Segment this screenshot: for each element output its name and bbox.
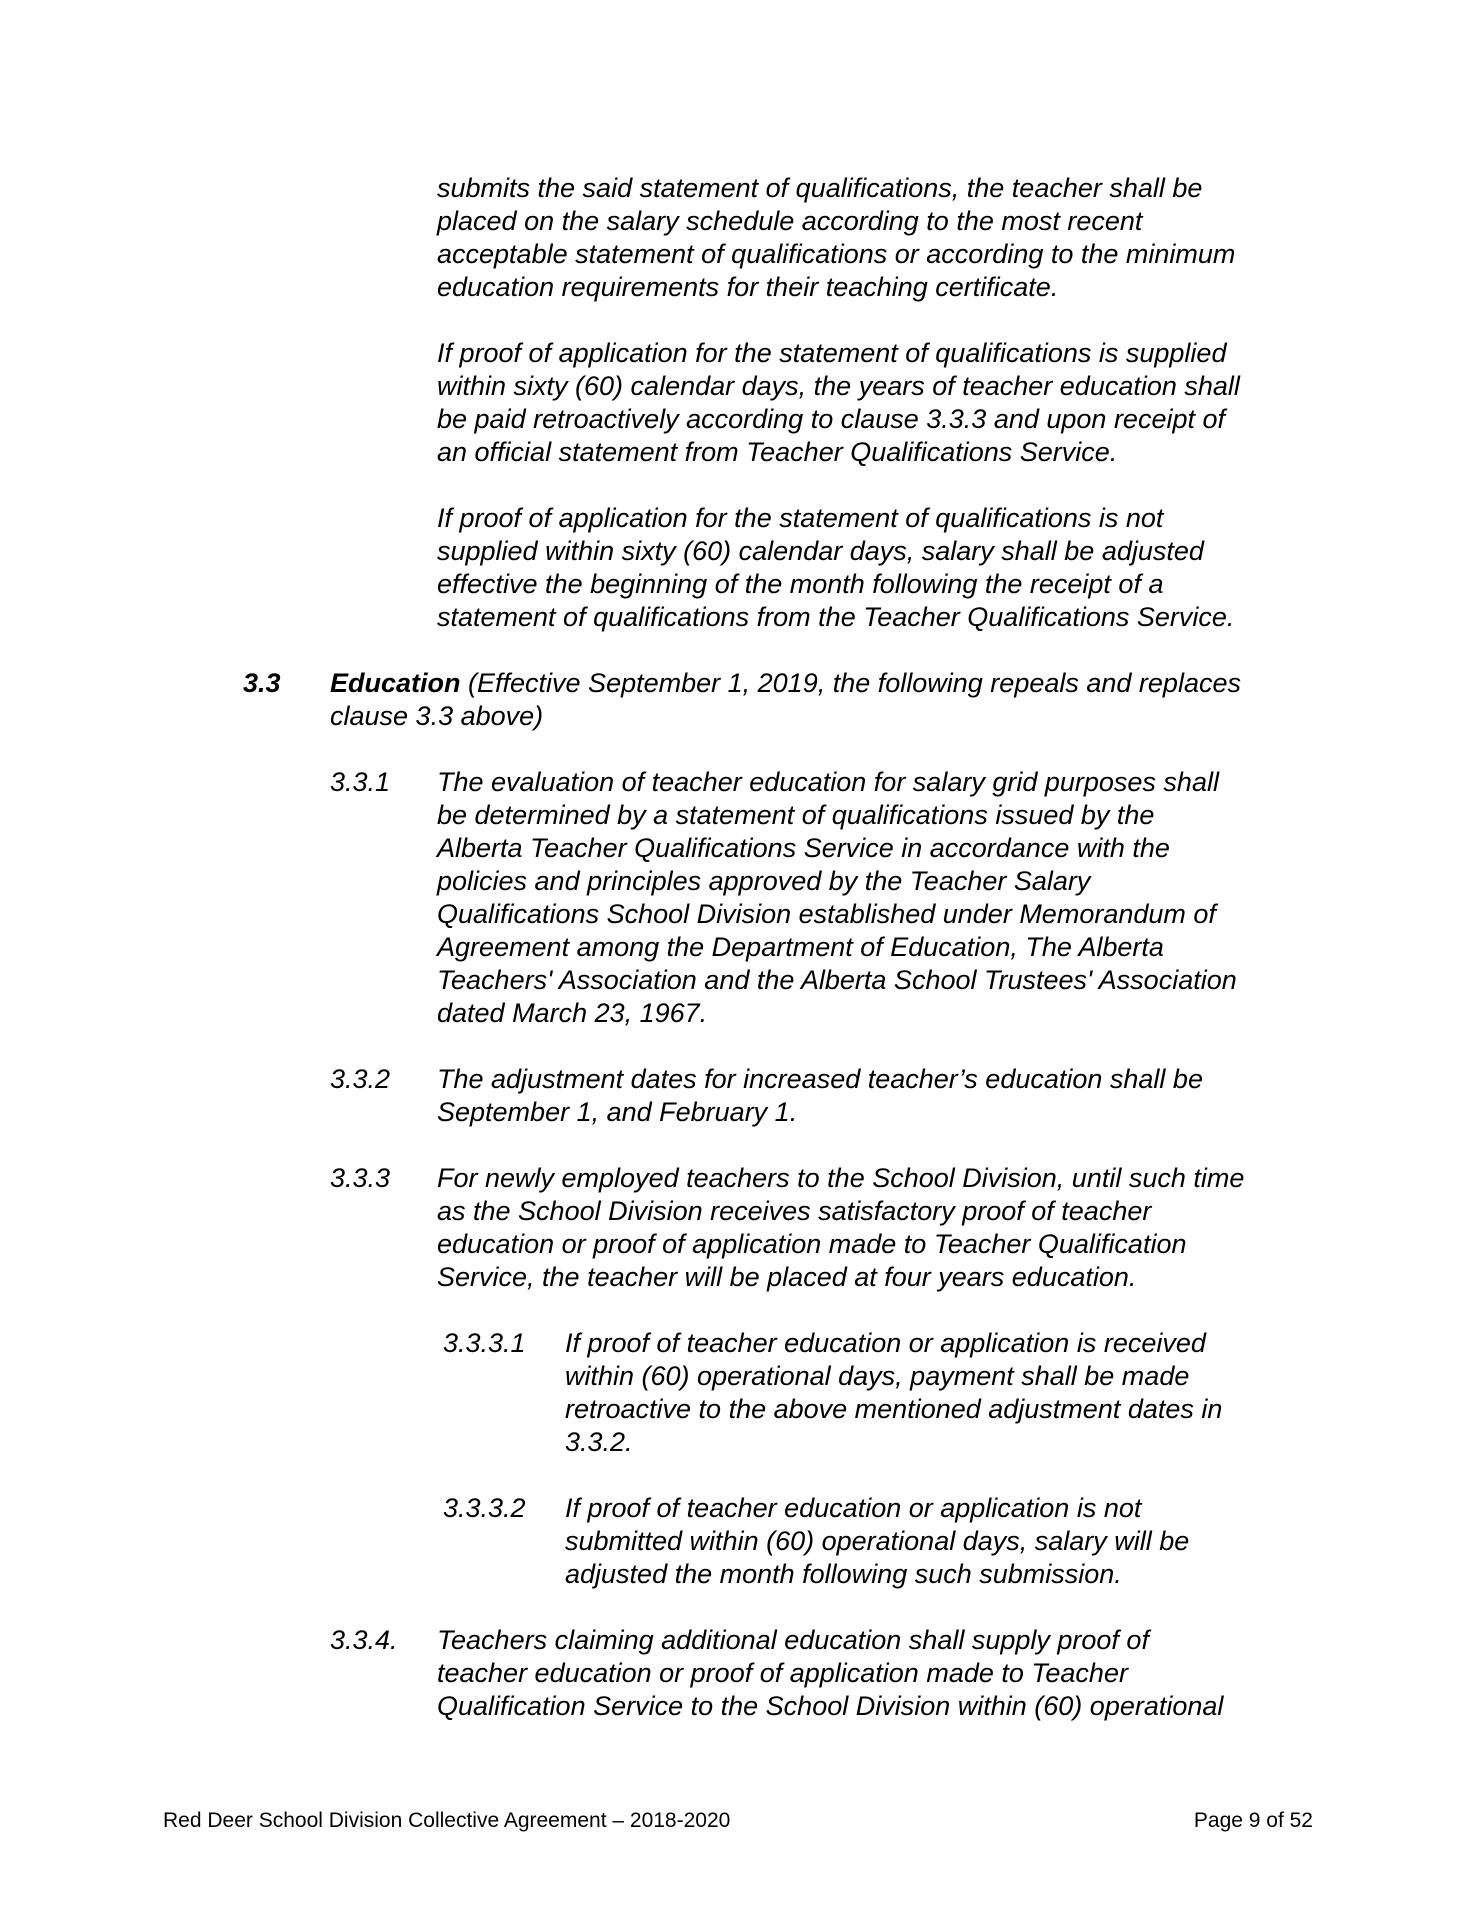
clause-number: 3.3.3 [330,1163,391,1193]
clause-number: 3.3 [243,668,281,698]
text-line: within sixty (60) calendar days, the years of teacher education shall [437,371,1240,401]
clause-number: 3.3.3.2 [443,1493,526,1523]
text-line: Alberta Teacher Qualifications Service in accordance with the [437,833,1170,863]
paragraph [437,337,1244,469]
text-line: Qualification Service to the School Division within (60) operational [437,1691,1224,1721]
text-line: The adjustment dates for increased teacher’s education shall be [437,1064,1203,1094]
paragraph [437,502,1244,634]
clause-3-3-4 [330,1624,1244,1723]
text-line: adjusted the month following such submission. [565,1559,1122,1589]
clause-number: 3.3.1 [330,767,391,797]
text-line: be paid retroactively according to clause 3.3.3 and upon receipt of [437,404,1225,434]
footer-page-number: Page 9 of 52 [1193,1809,1313,1832]
text-line: retroactive to the above mentioned adjustment dates in [565,1394,1223,1424]
text-line: Agreement among the Department of Education, The Alberta [437,932,1164,962]
text-line: The evaluation of teacher education for salary grid purposes shall [437,767,1219,797]
text-line: acceptable statement of qualifications or according to the minimum [437,239,1236,269]
text-line: as the School Division receives satisfactory proof of teacher [437,1196,1152,1226]
text-line: If proof of application for the statement of qualifications is not [437,503,1164,533]
text-line: be determined by a statement of qualifications issued by the [437,800,1155,830]
clause-text [437,1624,1223,1723]
text-line: If proof of teacher education or application is not [565,1493,1142,1523]
text-line: an official statement from Teacher Qualifications Service. [437,437,1118,467]
text-line: Teachers claiming additional education shall supply proof of [437,1625,1149,1655]
text-line: teacher education or proof of application made to Teacher [437,1658,1128,1688]
paragraph [437,172,1244,304]
clause-3-3-1 [330,766,1244,1030]
clause-text [565,1327,1222,1459]
clause-3-3-2 [330,1063,1244,1129]
clause-3-3-3-2 [443,1492,1244,1591]
clause-number: 3.3.2 [330,1064,391,1094]
footer-document-title: Red Deer School Division Collective Agreement – 2018-2020 [163,1809,731,1832]
text-line: policies and principles approved by the Teacher Salary [437,866,1091,896]
text-line: supplied within sixty (60) calendar days, salary shall be adjusted [437,536,1204,566]
section-heading [243,667,1244,733]
text-line: placed on the salary schedule according to the most recent [437,206,1143,236]
text-line: Teachers' Association and the Alberta School Trustees' Association [437,965,1237,995]
clause-number: 3.3.3.1 [443,1328,526,1358]
clause-3-3-3 [330,1162,1244,1294]
clause-text [437,1063,1203,1129]
text-line: submitted within (60) operational days, salary will be [565,1526,1190,1556]
heading-title: Education [330,668,461,698]
clause-text [330,667,1241,733]
text-line: education or proof of application made to Teacher Qualification [437,1229,1187,1259]
text-line: For newly employed teachers to the School Division, until such time [437,1163,1245,1193]
text-line: Service, the teacher will be placed at four years education. [437,1262,1137,1292]
text-line: statement of qualifications from the Teacher Qualifications Service. [437,602,1235,632]
text-line: 3.3.2. [565,1427,633,1457]
text-line: clause 3.3 above) [330,701,544,731]
text-line: Qualifications School Division established under Memorandum of [437,899,1216,929]
text-line: If proof of teacher education or application is received [565,1328,1206,1358]
text-line: within (60) operational days, payment shall be made [565,1361,1190,1391]
clause-3-3-3-1 [443,1327,1244,1459]
document-content [0,172,1244,1723]
clause-number: 3.3.4. [330,1625,398,1655]
text-line: education requirements for their teaching certificate. [437,272,1059,302]
text-line: effective the beginning of the month following the receipt of a [437,569,1164,599]
page-footer [163,1808,1313,1834]
text-line [330,667,1241,700]
text-line: September 1, and February 1. [437,1097,798,1127]
clause-text [437,1162,1244,1294]
text-line: dated March 23, 1967. [437,998,708,1028]
clause-text [437,766,1237,1030]
clause-text [565,1492,1189,1591]
heading-title-suffix: (Effective September 1, 2019, the following repeals and replaces [460,668,1241,698]
text-line: submits the said statement of qualifications, the teacher shall be [437,173,1203,203]
text-line: If proof of application for the statement of qualifications is supplied [437,338,1227,368]
